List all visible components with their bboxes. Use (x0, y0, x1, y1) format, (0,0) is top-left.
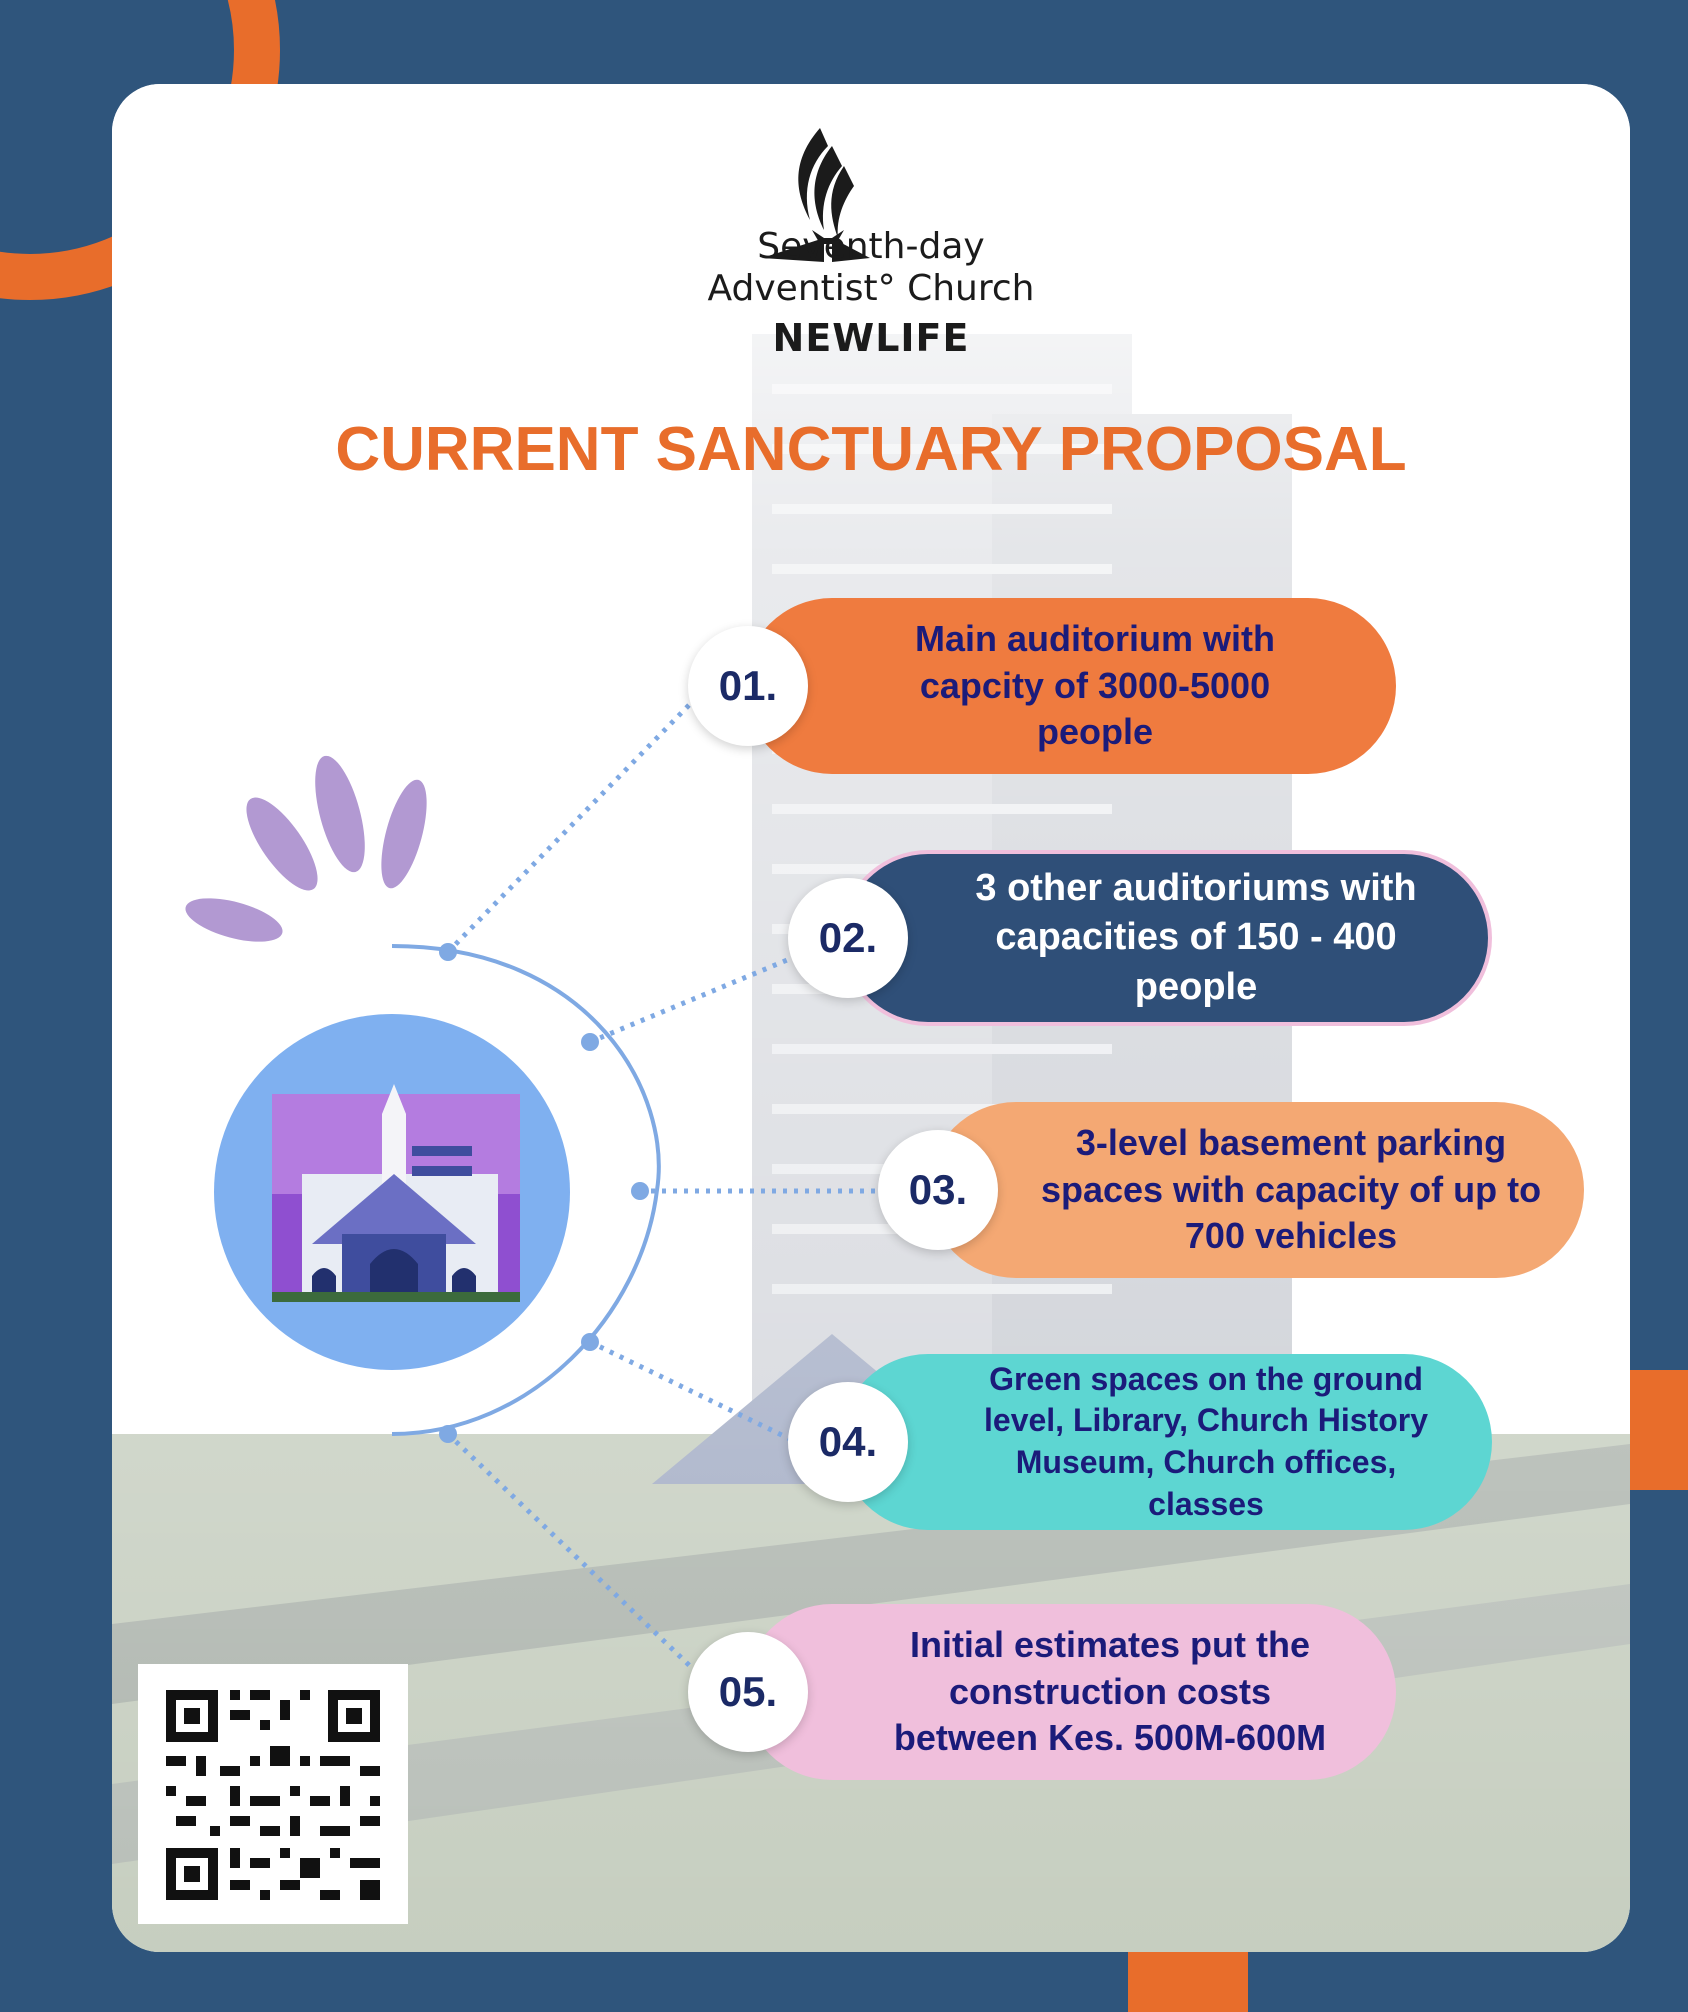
item-4-pill (840, 1354, 1492, 1530)
item-4-number: 04. (788, 1382, 908, 1502)
brand-line-seventh-day: Seventh-day (757, 226, 985, 267)
item-1-pill (744, 598, 1396, 774)
item-5-text: Initial estimates put the construction costs between Kes. 500M-600M (893, 1623, 1327, 1759)
church-building-icon (272, 1084, 520, 1302)
orange-accent-bottom (1128, 1952, 1248, 2012)
item-3-pill (928, 1102, 1584, 1278)
item-3-text: 3-level basement parking spaces with capacity of up to 700 vehicles (1040, 1121, 1542, 1257)
orange-accent-right (1630, 1370, 1688, 1490)
item-2-number: 02. (788, 878, 908, 998)
brand-line-adventist-church: Adventist° Church (707, 268, 1035, 309)
qr-code-icon[interactable] (138, 1664, 408, 1924)
infographic-card (112, 84, 1630, 1952)
item-1-text: Main auditorium with capcity of 3000-5000 people (915, 617, 1275, 753)
item-2-pill (840, 850, 1492, 1026)
item-5-number: 05. (688, 1632, 808, 1752)
item-2-text: 3 other auditoriums with capacities of 150 - 400 people (975, 866, 1417, 1008)
purple-burst-icon (181, 751, 436, 950)
item-5-pill (744, 1604, 1396, 1780)
brand-line-newlife: NEWLIFE (772, 316, 970, 360)
item-1-number: 01. (688, 626, 808, 746)
page-title: CURRENT SANCTUARY PROPOSAL (335, 415, 1407, 484)
item-4-text: Green spaces on the ground level, Library, Church History Museum, Church offices, classes (984, 1360, 1428, 1522)
item-3-number: 03. (878, 1130, 998, 1250)
